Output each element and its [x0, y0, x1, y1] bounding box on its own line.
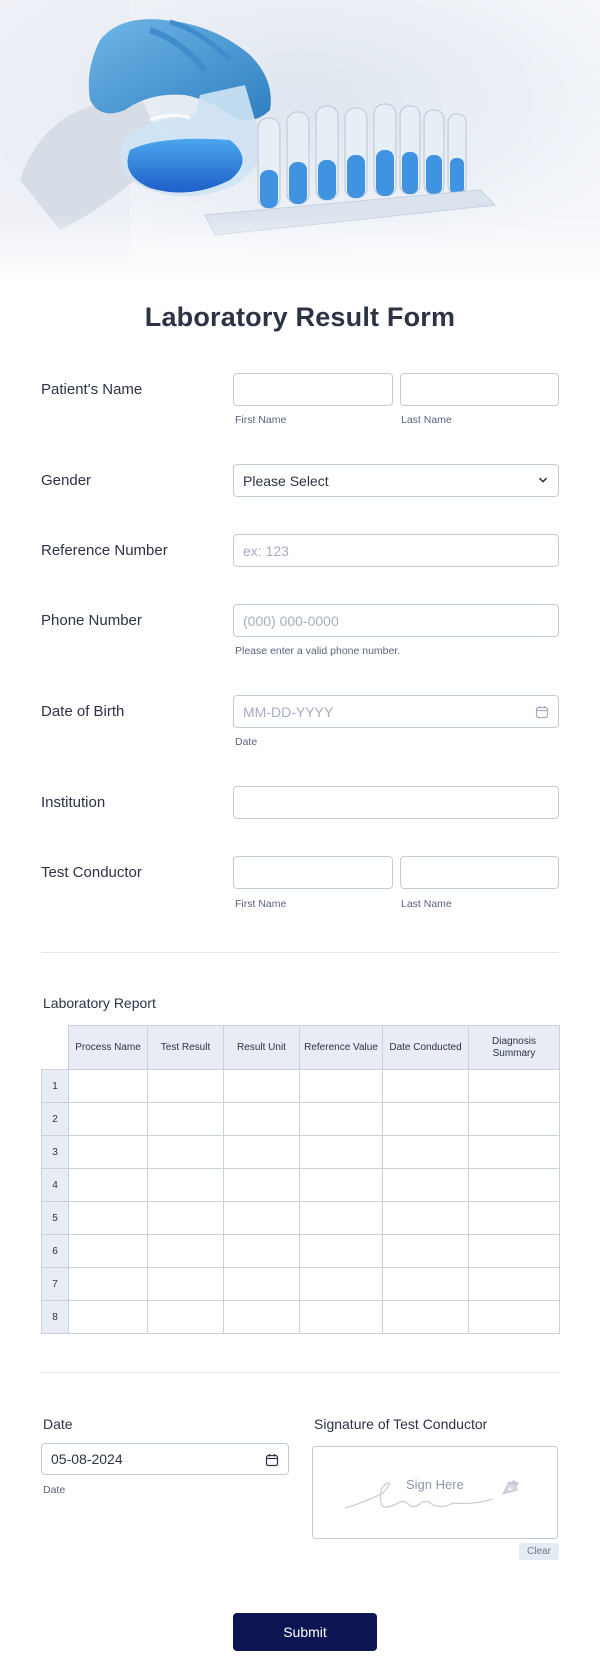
reference-number-input[interactable] [233, 534, 559, 567]
row-header: 2 [42, 1103, 69, 1136]
table-cell[interactable] [300, 1202, 383, 1235]
patient-name-label: Patient's Name [41, 381, 143, 398]
row-header: 1 [42, 1070, 69, 1103]
table-cell[interactable] [224, 1169, 300, 1202]
table-cell[interactable] [148, 1070, 224, 1103]
row-header: 6 [42, 1235, 69, 1268]
test-conductor-first-name-input[interactable] [233, 856, 393, 889]
patient-first-name-input[interactable] [233, 373, 393, 406]
row-header: 5 [42, 1202, 69, 1235]
table-cell[interactable] [224, 1103, 300, 1136]
signature-label: Signature of Test Conductor [314, 1416, 488, 1432]
pen-icon [497, 1474, 523, 1500]
table-cell[interactable] [69, 1301, 148, 1334]
date-value: 05-08-2024 [51, 1451, 123, 1467]
table-cell[interactable] [148, 1169, 224, 1202]
table-cell[interactable] [224, 1301, 300, 1334]
table-cell[interactable] [469, 1169, 560, 1202]
column-header: Diagnosis Summary [469, 1026, 560, 1070]
table-cell[interactable] [300, 1169, 383, 1202]
hero-image [0, 0, 600, 285]
table-cell[interactable] [300, 1268, 383, 1301]
table-row [42, 1169, 560, 1202]
table-cell[interactable] [469, 1268, 560, 1301]
table-corner-cell [42, 1026, 69, 1070]
calendar-icon[interactable] [535, 705, 549, 719]
table-cell[interactable] [469, 1070, 560, 1103]
row-header: 4 [42, 1169, 69, 1202]
table-cell[interactable] [69, 1202, 148, 1235]
institution-label: Institution [41, 794, 106, 811]
table-cell[interactable] [300, 1301, 383, 1334]
table-cell[interactable] [148, 1202, 224, 1235]
row-header: 8 [42, 1301, 69, 1334]
table-row [42, 1070, 560, 1103]
reference-number-placeholder: ex: 123 [243, 542, 289, 559]
phone-number-input[interactable] [233, 604, 559, 637]
table-cell[interactable] [469, 1235, 560, 1268]
table-cell[interactable] [148, 1136, 224, 1169]
row-header: 3 [42, 1136, 69, 1169]
date-of-birth-sublabel: Date [235, 736, 258, 748]
patient-first-name-sublabel: First Name [235, 414, 287, 426]
patient-last-name-input[interactable] [400, 373, 559, 406]
section-divider [41, 1372, 559, 1373]
table-cell[interactable] [469, 1136, 560, 1169]
table-cell[interactable] [148, 1103, 224, 1136]
submit-button[interactable]: Submit [233, 1613, 377, 1651]
test-conductor-first-name-sublabel: First Name [235, 898, 287, 910]
date-label: Date [43, 1416, 73, 1432]
section-divider [41, 952, 559, 953]
test-conductor-label: Test Conductor [41, 864, 142, 881]
date-of-birth-input[interactable] [233, 695, 559, 728]
signature-pad[interactable] [312, 1446, 558, 1539]
table-cell[interactable] [383, 1268, 469, 1301]
table-cell[interactable] [69, 1268, 148, 1301]
table-row [42, 1202, 560, 1235]
table-cell[interactable] [224, 1268, 300, 1301]
date-sublabel: Date [43, 1484, 66, 1496]
table-cell[interactable] [383, 1301, 469, 1334]
date-input[interactable] [41, 1443, 289, 1475]
test-conductor-last-name-sublabel: Last Name [401, 898, 452, 910]
table-cell[interactable] [383, 1235, 469, 1268]
table-cell[interactable] [69, 1136, 148, 1169]
clear-signature-button[interactable]: Clear [519, 1543, 559, 1560]
table-cell[interactable] [469, 1202, 560, 1235]
chevron-down-icon [538, 475, 548, 485]
gender-label: Gender [41, 472, 92, 489]
gender-select[interactable] [233, 464, 559, 497]
table-cell[interactable] [224, 1202, 300, 1235]
table-cell[interactable] [383, 1202, 469, 1235]
table-cell[interactable] [224, 1070, 300, 1103]
table-cell[interactable] [69, 1103, 148, 1136]
table-row [42, 1301, 560, 1334]
row-header: 7 [42, 1268, 69, 1301]
table-cell[interactable] [300, 1136, 383, 1169]
table-cell[interactable] [383, 1103, 469, 1136]
table-cell[interactable] [148, 1301, 224, 1334]
table-cell[interactable] [300, 1235, 383, 1268]
table-row [42, 1268, 560, 1301]
signature-placeholder: Sign Here [406, 1477, 464, 1492]
table-cell[interactable] [224, 1136, 300, 1169]
patient-last-name-sublabel: Last Name [401, 414, 452, 426]
table-cell[interactable] [469, 1103, 560, 1136]
column-header: Process Name [69, 1026, 148, 1070]
table-cell[interactable] [383, 1070, 469, 1103]
institution-input[interactable] [233, 786, 559, 819]
phone-number-hint: Please enter a valid phone number. [235, 645, 401, 657]
table-cell[interactable] [69, 1169, 148, 1202]
gender-selected-value: Please Select [243, 472, 329, 489]
date-of-birth-label: Date of Birth [41, 703, 125, 720]
laboratory-report-label: Laboratory Report [43, 995, 156, 1011]
table-cell[interactable] [148, 1235, 224, 1268]
table-row [42, 1235, 560, 1268]
table-cell[interactable] [300, 1103, 383, 1136]
date-of-birth-placeholder: MM-DD-YYYY [243, 703, 334, 720]
table-cell[interactable] [148, 1268, 224, 1301]
column-header: Date Conducted [383, 1026, 469, 1070]
table-cell[interactable] [69, 1070, 148, 1103]
form-title: Laboratory Result Form [144, 302, 456, 332]
table-row [42, 1136, 560, 1169]
column-header: Reference Value [300, 1026, 383, 1070]
column-header: Result Unit [224, 1026, 300, 1070]
laboratory-report-table [41, 1025, 560, 1334]
table-cell[interactable] [300, 1070, 383, 1103]
phone-number-placeholder: (000) 000-0000 [243, 612, 339, 629]
test-conductor-last-name-input[interactable] [400, 856, 559, 889]
table-cell[interactable] [383, 1136, 469, 1169]
table-cell[interactable] [69, 1235, 148, 1268]
column-header: Test Result [148, 1026, 224, 1070]
reference-number-label: Reference Number [41, 542, 168, 559]
table-cell[interactable] [224, 1235, 300, 1268]
calendar-icon[interactable] [265, 1453, 279, 1467]
table-cell[interactable] [469, 1301, 560, 1334]
table-cell[interactable] [383, 1169, 469, 1202]
phone-number-label: Phone Number [41, 612, 142, 629]
table-row [42, 1103, 560, 1136]
